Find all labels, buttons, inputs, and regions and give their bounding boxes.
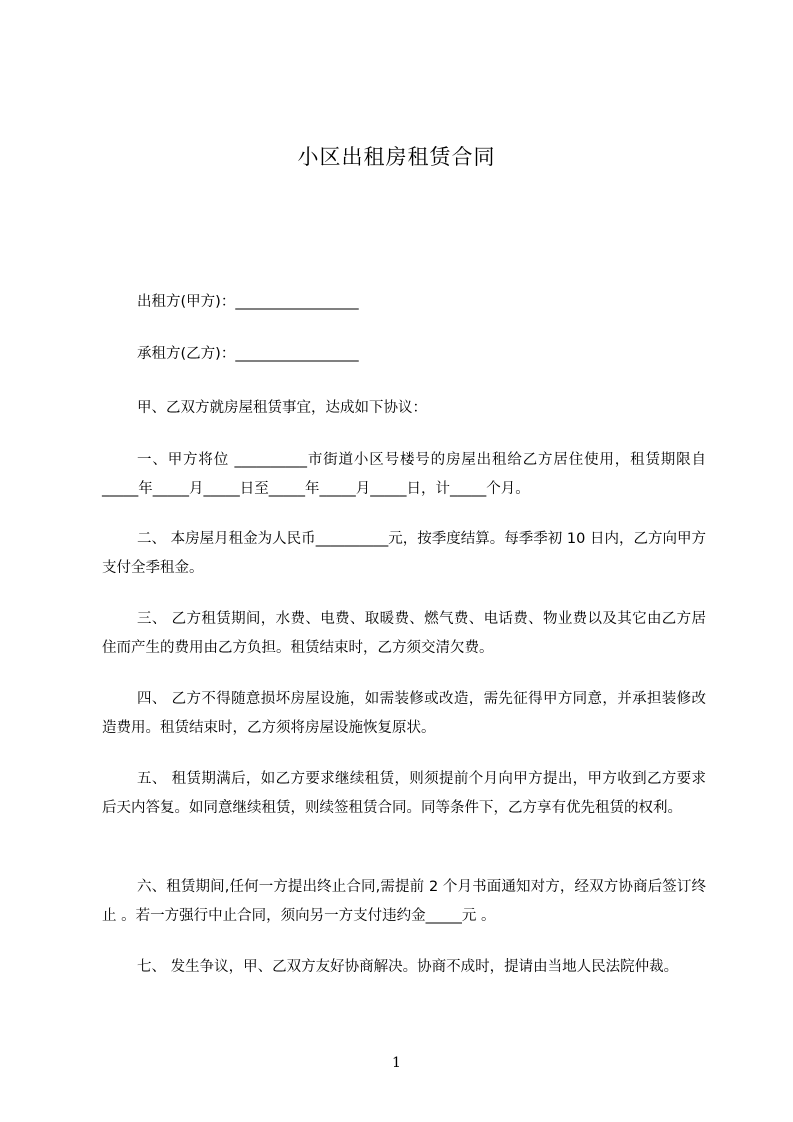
clause-3: 三、 乙方租赁期间，水费、电费、取暖费、燃气费、电话费、物业费以及其它由乙方居住而产生的费用由乙方负担。租赁结束时，乙方须交清欠费。: [102, 611, 706, 656]
party-b-line: 承租方(乙方)：_________________: [137, 346, 359, 362]
clause-7: 七、 发生争议，甲、乙双方友好协商解决。协商不成时，提请由当地人民法院仲裁。: [137, 959, 679, 975]
document-title: 小区出租房租赁合同: [297, 145, 496, 169]
clause-4: 四、 乙方不得随意损坏房屋设施，如需装修或改造，需先征得甲方同意，并承担装修改造费用。租赁结束时，乙方须将房屋设施恢复原状。: [102, 691, 706, 736]
clause-2: 二、 本房屋月租金为人民币__________元，按季度结算。每季季初 10 日内，乙方向甲方支付全季租金。: [102, 531, 706, 576]
clause-6: 六、租赁期间,任何一方提出终止合同,需提前 2 个月书面通知对方，经双方协商后签订终止 。若一方强行中止合同，须向另一方支付违约金_____元 。: [102, 879, 706, 924]
clause-5: 五、 租赁期满后，如乙方要求继续租赁，则须提前个月向甲方提出，甲方收到乙方要求后天内答复。如同意继续租赁，则续签租赁合同。同等条件下，乙方享有优先租赁的权利。: [102, 771, 706, 816]
page-number: 1: [392, 1055, 401, 1071]
clause-1: 一、甲方将位 __________市街道小区号楼号的房屋出租给乙方居住使用，租赁期限自_____年_____月_____日至_____年_____月_____日，计_____个月。: [102, 452, 706, 497]
intro-line: 甲、乙双方就房屋租赁事宜，达成如下协议：: [137, 400, 427, 416]
party-a-line: 出租方(甲方)：_________________: [137, 294, 359, 310]
